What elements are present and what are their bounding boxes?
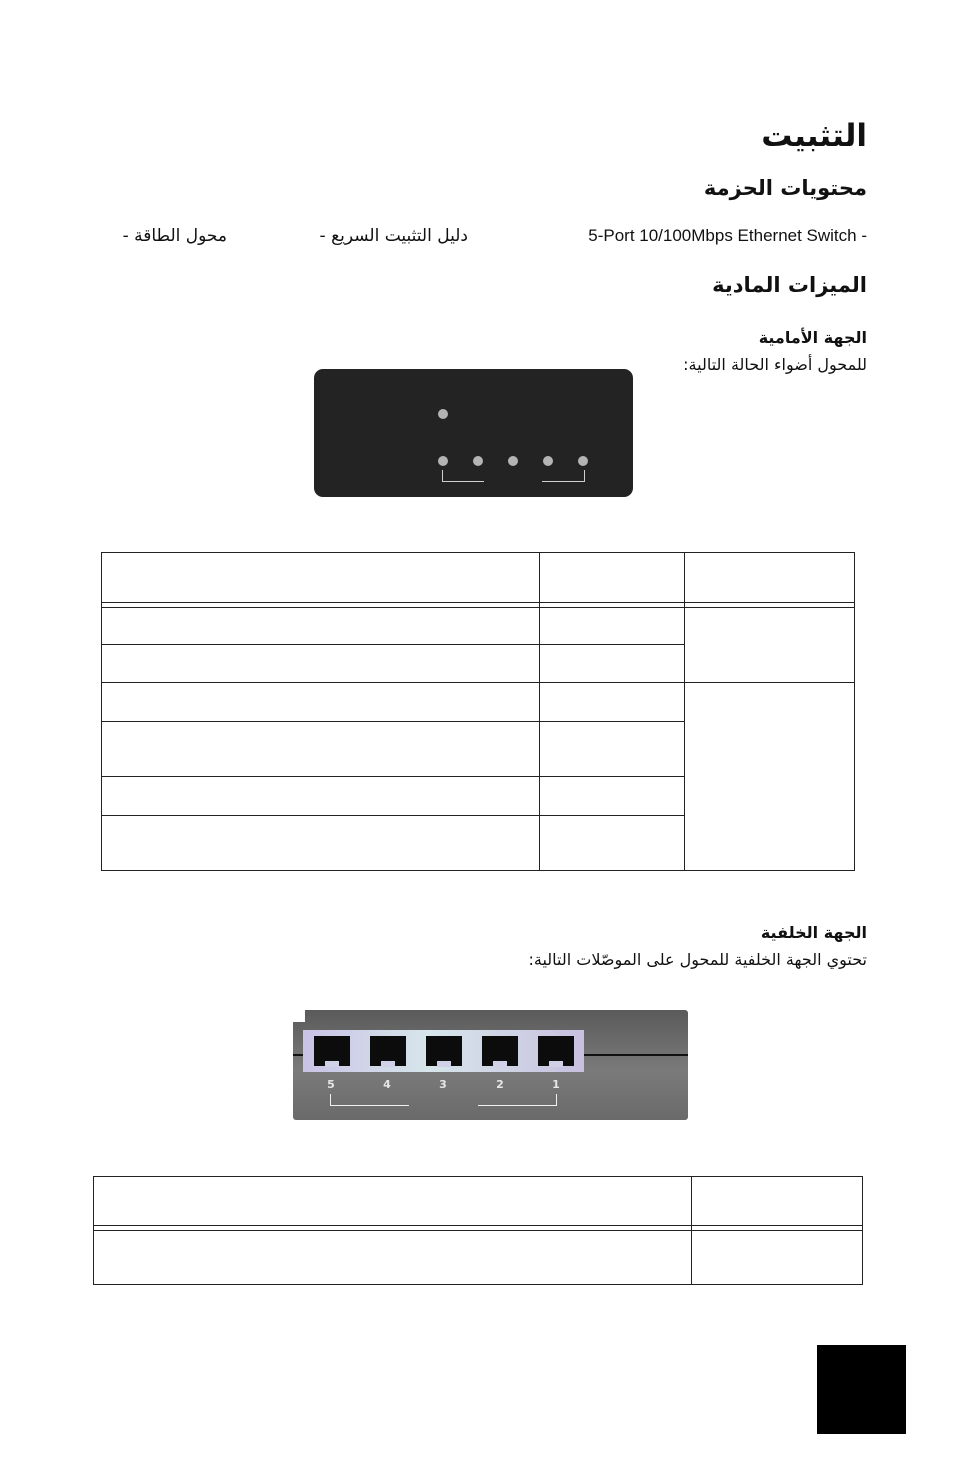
port-number-label: 2 [496, 1078, 504, 1091]
port-number-label: 3 [439, 1078, 447, 1091]
port-number-label: 5 [327, 1078, 335, 1091]
led-bracket-left [442, 470, 484, 482]
table-row-divider [539, 644, 684, 645]
ethernet-port-1 [538, 1036, 574, 1066]
package-item-switch: 5-Port 10/100Mbps Ethernet Switch - [588, 226, 867, 245]
port-led-5 [578, 456, 588, 466]
table-row-divider [101, 815, 684, 816]
front-panel-illustration [314, 369, 633, 497]
front-panel-heading: الجهة الأمامية [758, 328, 867, 347]
page-title: التثبيت [761, 118, 867, 154]
package-contents-heading: محتويات الحزمة [703, 176, 867, 200]
ethernet-port-4 [370, 1036, 406, 1066]
package-item-guide: دليل التثبيت السريع - [319, 226, 468, 246]
table-column-divider [539, 552, 540, 871]
table-header-rule [93, 1225, 863, 1226]
port-led-1 [438, 456, 448, 466]
port-strip [303, 1030, 584, 1072]
ethernet-port-2 [482, 1036, 518, 1066]
back-panel-description: تحتوي الجهة الخلفية للمحول على الموصّلات التالية: [528, 950, 867, 969]
table-column-divider [684, 552, 685, 871]
port-bracket-left [330, 1094, 409, 1106]
led-bracket-right [542, 470, 585, 482]
table-row-divider [101, 644, 539, 645]
table-header-rule [101, 602, 855, 603]
port-number-label: 4 [383, 1078, 391, 1091]
power-led [438, 409, 448, 419]
led-status-table [101, 552, 855, 871]
port-number-label: 1 [552, 1078, 560, 1091]
table-row-divider [101, 776, 684, 777]
rear-panel-notch [293, 1010, 305, 1022]
port-led-2 [473, 456, 483, 466]
table-row-divider [101, 721, 684, 722]
features-heading: الميزات المادية [712, 273, 867, 297]
table-header-rule [101, 607, 855, 608]
page-tab-marker [817, 1345, 906, 1434]
table-row-divider [101, 682, 855, 683]
back-panel-heading: الجهة الخلفية [760, 923, 867, 942]
port-led-4 [543, 456, 553, 466]
ethernet-port-5 [314, 1036, 350, 1066]
package-item-adapter: محول الطاقة - [122, 226, 227, 246]
ethernet-port-3 [426, 1036, 462, 1066]
port-bracket-right [478, 1094, 557, 1106]
table-header-rule [93, 1230, 863, 1231]
port-led-3 [508, 456, 518, 466]
rear-panel-illustration [293, 1010, 688, 1120]
front-panel-description: للمحول أضواء الحالة التالية: [683, 355, 867, 374]
